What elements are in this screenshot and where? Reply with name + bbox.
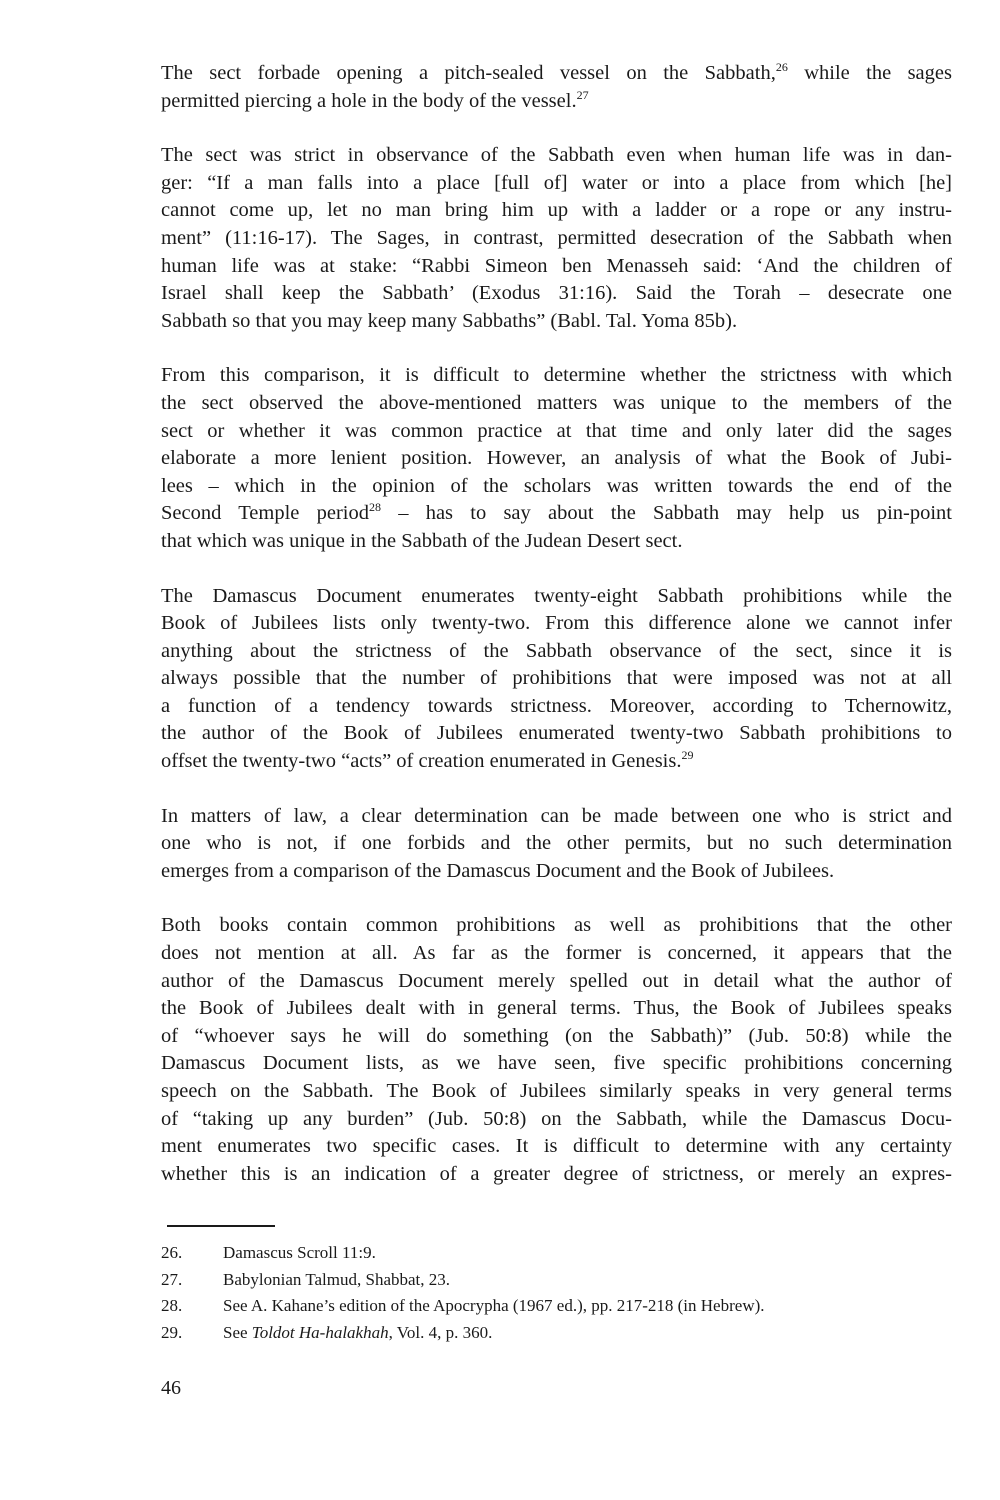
text-line (161, 665, 952, 693)
text-line (161, 912, 952, 940)
text-segment: emerges from a comparison of the Damascus Document and the Book of Jubilees. (161, 859, 835, 882)
paragraph (161, 912, 952, 1188)
footnote-book-title: Toldot Ha-halakhah (251, 1322, 389, 1342)
text-line (161, 1023, 952, 1051)
footnote-text-part: , Vol. 4, p. 360. (388, 1322, 493, 1342)
text-line (161, 528, 952, 556)
text-line (161, 968, 952, 996)
text-segment: a function of a tendency towards strictness. Moreover, according to Tchernowitz, (161, 694, 952, 717)
text-line (161, 142, 952, 170)
paragraph (161, 803, 952, 886)
footnote-text: Damascus Scroll 11:9. (223, 1243, 376, 1262)
footnotes (161, 1240, 952, 1346)
text-line (161, 858, 952, 886)
text-line (161, 418, 952, 446)
text-line (161, 803, 952, 831)
page-number: 46 (161, 1377, 181, 1399)
text-line (161, 1106, 952, 1134)
text-segment: Book of Jubilees lists only twenty-two. From this difference alone we cannot infer (161, 612, 952, 635)
text-segment: ger: “If a man falls into a place [full of] water or into a place from which [he] (161, 171, 952, 194)
text-segment: does not mention at all. As far as the former is concerned, it appears that the (161, 942, 952, 965)
text-line (161, 720, 952, 748)
text-line (161, 1133, 952, 1161)
footnote-number: 29. (161, 1322, 183, 1342)
text-segment: The sect forbade opening a pitch-sealed vessel on the Sabbath, (161, 62, 776, 84)
footnote-number: 28. (161, 1296, 183, 1315)
footnote-text: See A. Kahane’s edition of the Apocrypha (1967 ed.), pp. 217-218 (in Hebrew). (223, 1296, 765, 1315)
footnote-divider (167, 1225, 275, 1227)
text-segment: while the sages (787, 62, 952, 84)
text-segment: human life was at stake: “Rabbi Simeon ben Menasseh said: ‘And the children of (161, 254, 952, 277)
text-segment: whether this is an indication of a greater degree of strictness, or merely an expres- (161, 1162, 952, 1185)
paragraph (161, 362, 952, 555)
text-segment: permitted piercing a hole in the body of the vessel. (161, 89, 577, 112)
footnote-text: Babylonian Talmud, Shabbat, 23. (223, 1269, 451, 1289)
text-segment: the sect observed the above-mentioned matters was unique to the members of the (161, 391, 952, 414)
text-line (161, 583, 952, 611)
text-segment: of “taking up any burden” (Jub. 50:8) on the Sabbath, while the Damascus Docu- (161, 1107, 952, 1130)
text-segment: the Book of Jubilees dealt with in general terms. Thus, the Book of Jubilees speaks (161, 997, 952, 1020)
text-segment: From this comparison, it is difficult to determine whether the strictness with which (161, 364, 952, 387)
text-line (161, 1161, 952, 1189)
text-segment: elaborate a more lenient position. However, an analysis of what the Book of Jubi- (161, 447, 952, 470)
text-segment: Damascus Document lists, as we have seen, five specific prohibitions concerning (161, 1052, 952, 1075)
text-line (161, 445, 952, 473)
text-segment: speech on the Sabbath. The Book of Jubilees similarly speaks in very general terms (161, 1080, 952, 1102)
footnote-number: 27. (161, 1269, 183, 1289)
text-line (161, 748, 952, 776)
text-line (161, 88, 952, 116)
text-segment: lees – which in the opinion of the scholars was written towards the end of the (161, 474, 952, 497)
text-line (161, 995, 952, 1023)
text-segment: The sect was strict in observance of the Sabbath even when human life was in dan- (161, 144, 952, 167)
text-segment: author of the Damascus Document merely spelled out in detail what the author of (161, 969, 952, 992)
paragraph (161, 60, 952, 115)
paragraph (161, 583, 952, 776)
text-segment: – has to say about the Sabbath may help us pin-point (381, 502, 953, 525)
body-text (161, 60, 952, 1215)
text-line (161, 308, 952, 336)
footnote-marker: 26 (775, 60, 788, 75)
text-segment: anything about the strictness of the Sabbath observance of the sect, since it is (161, 639, 952, 662)
text-segment: Sabbath so that you may keep many Sabbaths” (Babl. Tal. Yoma 85b). (161, 309, 738, 332)
text-line (161, 390, 952, 418)
text-segment: ment” (11:16-17). The Sages, in contrast, permitted desecration of the Sabbath when (161, 226, 952, 249)
paragraph (161, 142, 952, 335)
text-segment: offset the twenty-two “acts” of creation enumerated in Genesis. (161, 750, 682, 773)
text-segment: always possible that the number of prohibitions that were imposed was not at all (161, 667, 952, 690)
text-line (161, 362, 952, 390)
text-line (161, 170, 952, 198)
text-line (161, 1078, 952, 1106)
text-segment: that which was unique in the Sabbath of the Judean Desert sect. (161, 529, 683, 552)
footnote (161, 1267, 952, 1294)
text-line (161, 197, 952, 225)
text-segment: cannot come up, let no man bring him up with a ladder or a rope or any instru- (161, 199, 952, 222)
text-line (161, 638, 952, 666)
footnote-marker: 28 (369, 500, 381, 515)
text-line (161, 1050, 952, 1078)
footnote-marker: 27 (576, 87, 589, 102)
text-segment: ment enumerates two specific cases. It is difficult to determine with any certainty (161, 1135, 952, 1158)
text-segment: In matters of law, a clear determination can be made between one who is strict and (161, 804, 952, 827)
text-line (161, 253, 952, 281)
footnote (161, 1240, 952, 1267)
text-segment: of “whoever says he will do something (on the Sabbath)” (Jub. 50:8) while the (161, 1024, 952, 1047)
footnote (161, 1320, 952, 1347)
text-line (161, 225, 952, 253)
text-segment: sect or whether it was common practice at that time and only later did the sages (161, 419, 952, 442)
footnote-text-part: See (223, 1322, 252, 1342)
text-segment: Both books contain common prohibitions as well as prohibitions that the other (161, 914, 952, 937)
footnote (161, 1293, 952, 1320)
text-segment: The Damascus Document enumerates twenty-eight Sabbath prohibitions while the (161, 584, 952, 607)
text-line (161, 280, 952, 308)
text-line (161, 830, 952, 858)
footnote-text (223, 1320, 492, 1347)
text-line (161, 693, 952, 721)
text-line (161, 610, 952, 638)
text-line (161, 500, 952, 528)
text-segment: the author of the Book of Jubilees enumerated twenty-two Sabbath prohibitions to (161, 722, 952, 745)
text-segment: Second Temple period (161, 502, 369, 525)
text-line (161, 473, 952, 501)
text-segment: one who is not, if one forbids and the other permits, but no such determination (161, 832, 952, 855)
footnote-number: 26. (161, 1243, 183, 1262)
text-line (161, 940, 952, 968)
footnote-marker: 29 (681, 748, 694, 763)
text-segment: Israel shall keep the Sabbath’ (Exodus 31:16). Said the Torah – desecrate one (161, 282, 952, 305)
text-line (161, 60, 952, 88)
